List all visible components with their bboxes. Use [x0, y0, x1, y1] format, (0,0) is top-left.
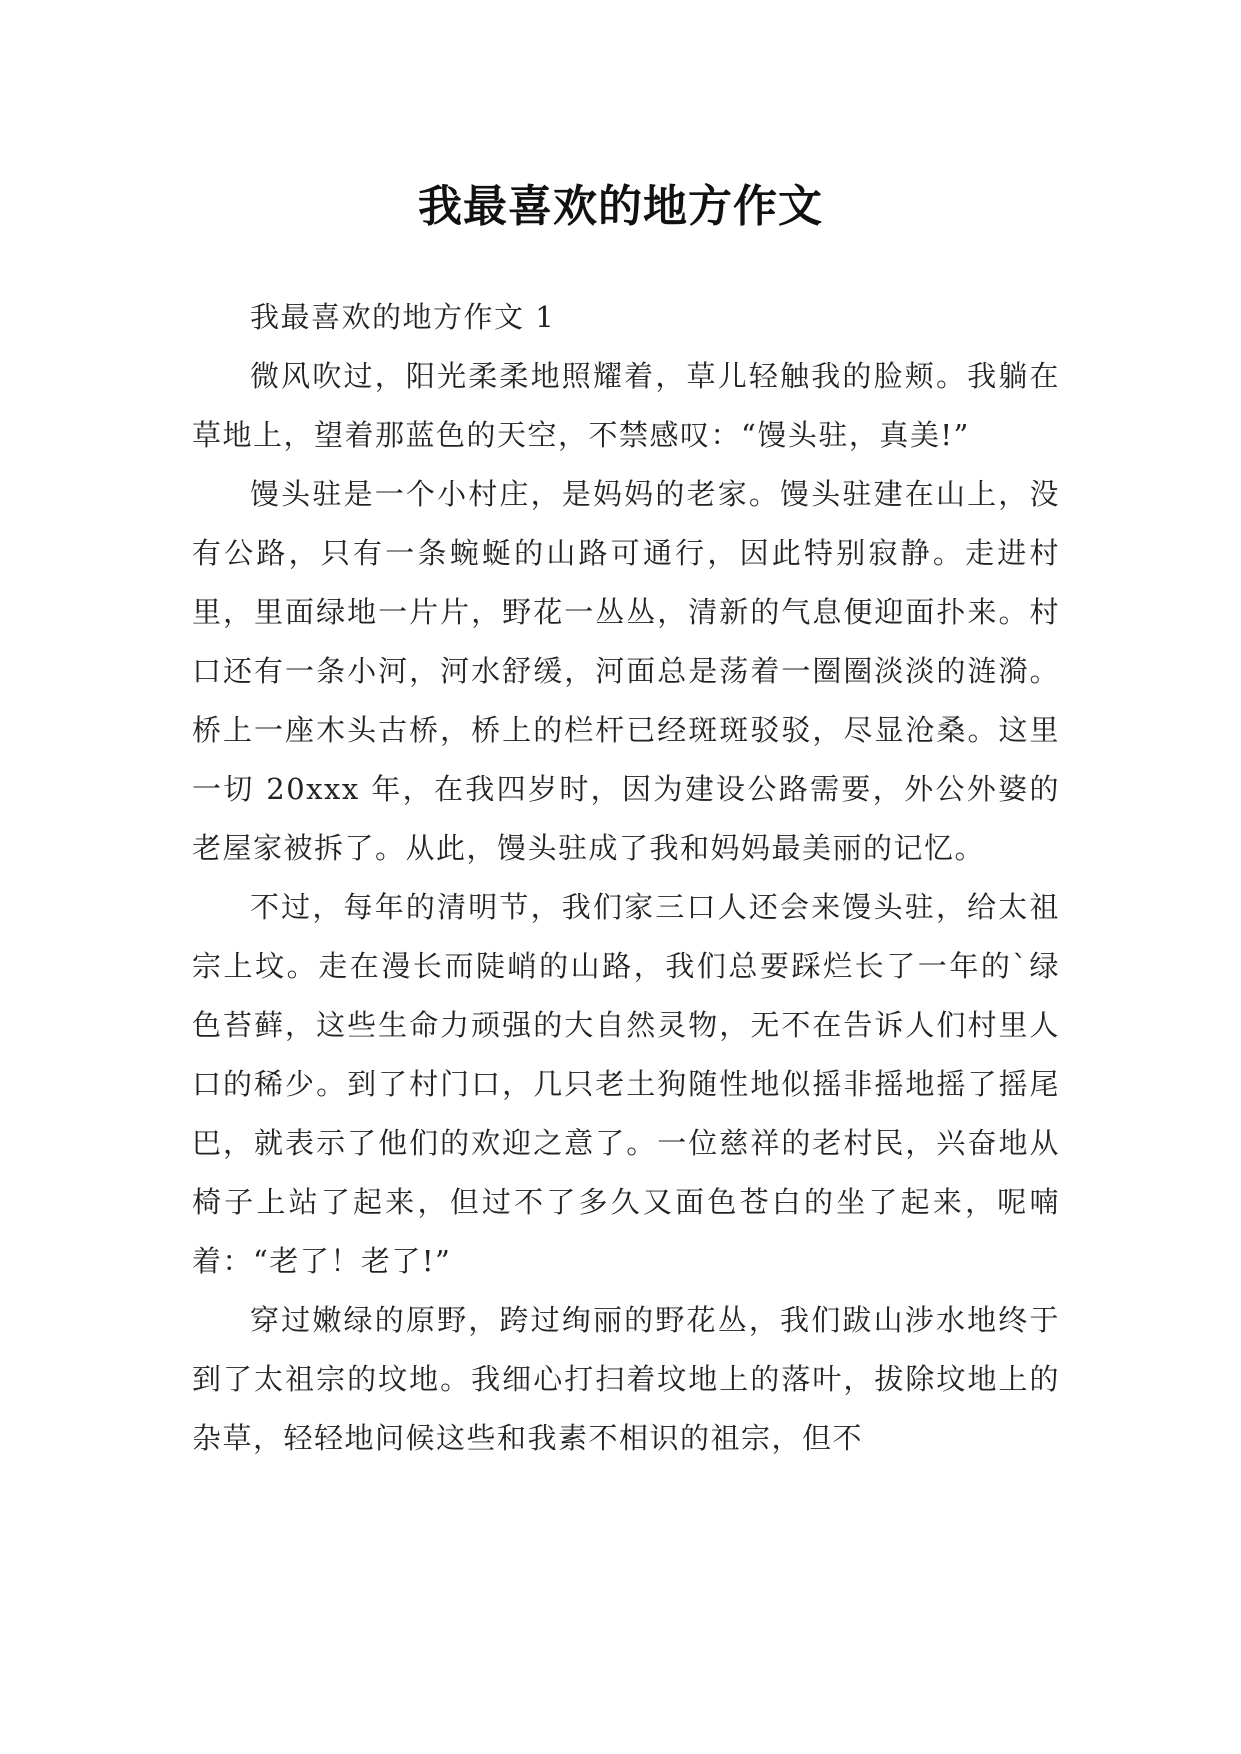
section-heading: 我最喜欢的地方作文 1	[250, 300, 556, 334]
paragraph: 馒头驻是一个小村庄，是妈妈的老家。馒头驻建在山上，没有公路，只有一条蜿蜒的山路可通行，因此特别寂静。走进村里，里面绿地一片片，野花一丛丛，清新的气息便迎面扑来。村口还有一条小河，河水舒缓，河面总是荡着一圈圈淡淡的涟漪。桥上一座木头古桥，桥上的栏杆已经斑斑驳驳，尽显沧桑。这里一切 20xxx 年，在我四岁时，因为建设公路需要，外公外婆的老屋家被拆了。从此，馒头驻成了我和妈妈最美丽的记忆。	[192, 477, 1060, 865]
document-title: 我最喜欢的地方作文	[418, 181, 823, 233]
paragraph: 穿过嫩绿的原野，跨过绚丽的野花丛，我们跋山涉水地终于到了太祖宗的坟地。我细心打扫着坟地上的落叶，拔除坟地上的杂草，轻轻地问候这些和我素不相识的祖宗，但不	[192, 1303, 1060, 1455]
document-body	[192, 288, 1060, 1468]
paragraph: 微风吹过，阳光柔柔地照耀着，草儿轻触我的脸颊。我躺在草地上，望着那蓝色的天空，不禁感叹：“馒头驻，真美!”	[192, 359, 1060, 452]
paragraph: 不过，每年的清明节，我们家三口人还会来馒头驻，给太祖宗上坟。走在漫长而陡峭的山路，我们总要踩烂长了一年的`绿色苔藓，这些生命力顽强的大自然灵物，无不在告诉人们村里人口的稀少。到了村门口，几只老土狗随性地似摇非摇地摇了摇尾巴，就表示了他们的欢迎之意了。一位慈祥的老村民，兴奋地从椅子上站了起来，但过不了多久又面色苍白的坐了起来，呢喃着：“老了！老了!”	[192, 890, 1060, 1278]
